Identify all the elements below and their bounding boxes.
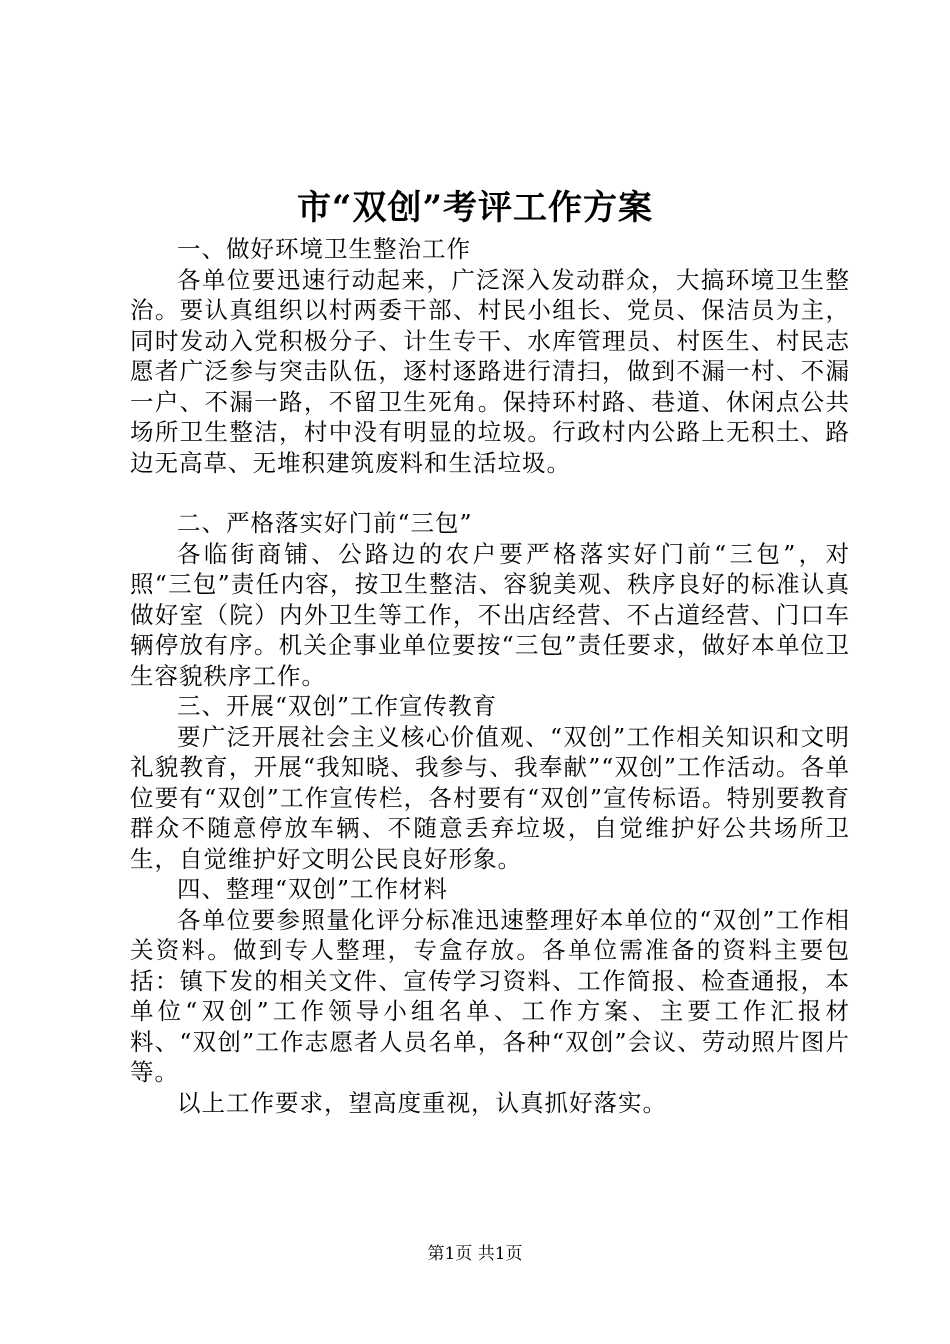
section-paragraph-2: 各临街商铺、公路边的农户要严格落实好门前“三包”，对照“三包”责任内容，按卫生整洁、容貌美观、秩序良好的标准认真做好室（院）内外卫生等工作，不出店经营、不占道经营、门口车辆停放有序。机关企事业单位要按“三包”责任要求，做好本单位卫生容貌秩序工作。 [130,539,850,690]
section-heading-3: 三、开展“双创”工作宣传教育 [177,692,498,720]
section-paragraph-3: 要广泛开展社会主义核心价值观、“双创”工作相关知识和文明礼貌教育，开展“我知晓、我参与、我奉献”“双创”工作活动。各单位要有“双创”工作宣传栏，各村要有“双创”宣传标语。特别要教育群众不随意停放车辆、不随意丢弃垃圾，自觉维护好公共场所卫生，自觉维护好文明公民良好形象。 [130,722,850,873]
closing-paragraph: 以上工作要求，望高度重视，认真抓好落实。 [177,1088,667,1117]
section-heading-1: 一、做好环境卫生整治工作 [177,235,471,263]
document-body [130,234,850,1118]
page-number-footer: 第1页 共1页 [427,1244,523,1264]
document-title: 市“双创”考评工作方案 [296,188,654,228]
section-heading-2: 二、严格落实好门前“三包” [177,509,473,537]
section-paragraph-1: 各单位要迅速行动起来，广泛深入发动群众，大搞环境卫生整治。要认真组织以村两委干部、村民小组长、党员、保洁员为主，同时发动入党积极分子、计生专干、水库管理员、村医生、村民志愿者广泛参与突击队伍，逐村逐路进行清扫，做到不漏一村、不漏一户、不漏一路，不留卫生死角。保持环村路、巷道、休闲点公共场所卫生整洁，村中没有明显的垃圾。行政村内公路上无积土、路边无高草、无堆积建筑废料和生活垃圾。 [130,265,850,477]
section-paragraph-4: 各单位要参照量化评分标准迅速整理好本单位的“双创”工作相关资料。做到专人整理，专盒存放。各单位需准备的资料主要包括：镇下发的相关文件、宣传学习资料、工作简报、检查通报，本单位“双创”工作领导小组名单、工作方案、主要工作汇报材料、“双创”工作志愿者人员名单，各种“双创”会议、劳动照片图片等。 [130,905,850,1086]
section-heading-4: 四、整理“双创”工作材料 [177,875,449,903]
